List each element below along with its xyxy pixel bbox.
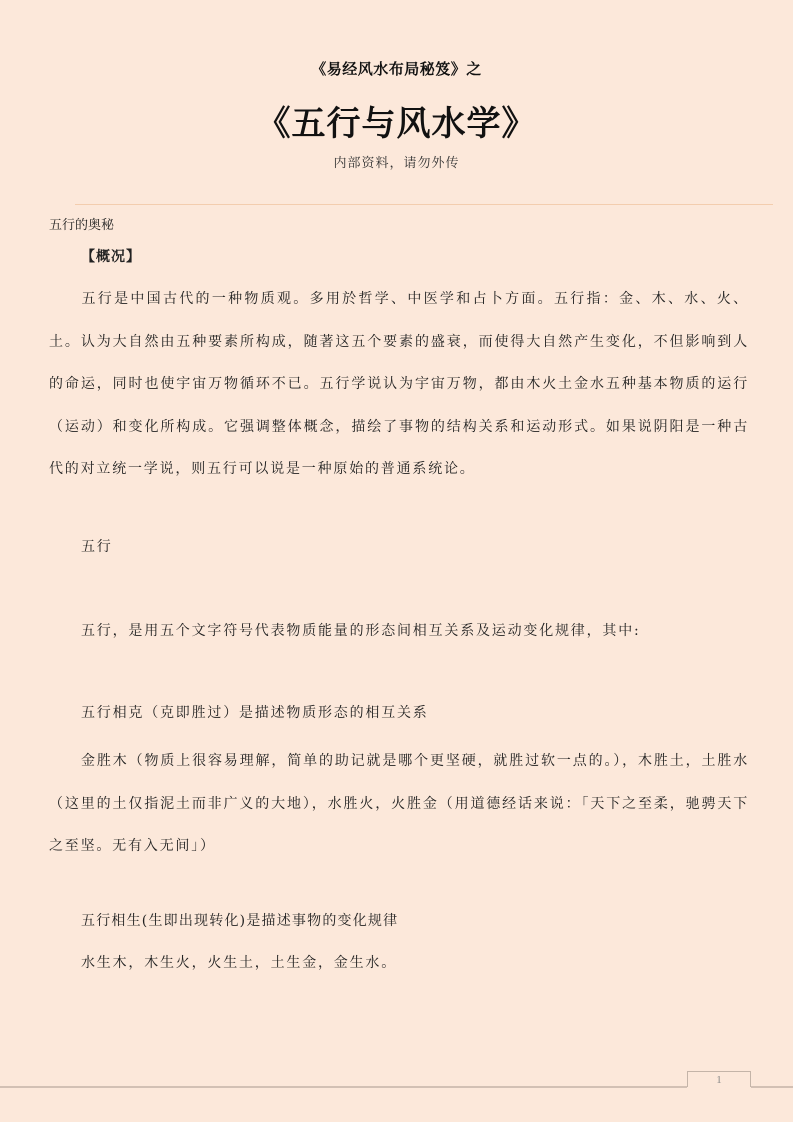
paragraph-text: 五行是中国古代的一种物质观。多用於哲学、中医学和占卜方面。五行指：金、木、水、火、土。认为大自然由五种要素所构成，随著这五个要素的盛衰，而使得大自然产生变化，不但影响到人的命运，同时也使宇宙万物循环不已。五行学说认为宇宙万物，都由木火土金水五种基本物质的运行（运动）和变化所构成。它强调整体概念，描绘了事物的结构关系和运动形式。如果说阴阳是一种古代的对立统一学说，则五行可以说是一种原始的普通系统论。 xyxy=(49,291,749,477)
paragraph-restraint-heading: 五行相克（克即胜过）是描述物质形态的相互关系 xyxy=(81,705,429,721)
header-divider xyxy=(75,204,773,205)
document-title: 《五行与风水学》 xyxy=(256,104,537,144)
series-title: 《易经风水布局秘笈》之 xyxy=(311,60,482,78)
footer-divider xyxy=(751,1086,793,1088)
paragraph-overview xyxy=(49,278,749,491)
section-title: 五行的奥秘 xyxy=(49,218,115,233)
paragraph-definition: 五行，是用五个文字符号代表物质能量的形态间相互关系及运动变化规律，其中: xyxy=(81,623,641,639)
document-subtitle: 内部资料，请勿外传 xyxy=(333,156,460,171)
footer-divider xyxy=(0,1086,687,1088)
page-number: 1 xyxy=(687,1071,751,1087)
paragraph-generation-heading: 五行相生(生即出现转化)是描述事物的变化规律 xyxy=(81,913,399,929)
paragraph-wuxing-heading: 五行 xyxy=(81,539,113,555)
subheading-overview: 【概况】 xyxy=(81,249,141,265)
paragraph-generation: 水生木，木生火，火生土，土生金，金生水。 xyxy=(81,955,397,971)
paragraph-text: 金胜木（物质上很容易理解，简单的助记就是哪个更坚硬，就胜过软一点的。），木胜土，土胜水（这里的土仅指泥土而非广义的大地），水胜火，火胜金（用道德经话来说：「天下之至柔，驰骋天下之至坚。无有入无间」） xyxy=(49,753,749,854)
paragraph-restraint xyxy=(49,740,749,868)
